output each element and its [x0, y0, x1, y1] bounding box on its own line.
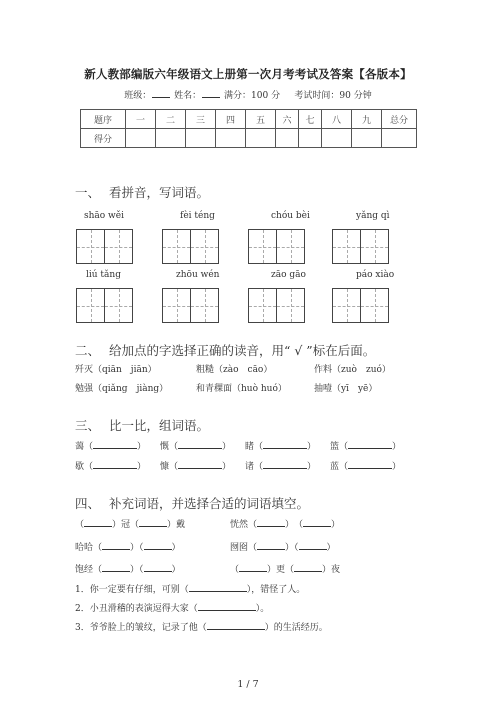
score-header-cell: 八	[322, 110, 352, 129]
score-cell[interactable]	[216, 129, 246, 148]
score-header-cell: 四	[216, 110, 246, 129]
writing-grid[interactable]	[76, 229, 133, 264]
score-cell[interactable]	[352, 129, 382, 148]
score-header-cell: 六	[276, 110, 299, 129]
pinyin-label: chóu bèi	[271, 211, 310, 221]
class-blank	[152, 89, 170, 98]
score-cell[interactable]	[276, 129, 299, 148]
score-cell[interactable]	[322, 129, 352, 148]
idiom-item: 饱经（ ）（ ）	[75, 565, 181, 575]
idiom-item: （ ）冠（ ）戴	[75, 520, 186, 530]
fill-sentence-3: 3．爷爷脸上的皱纹，记录了他（ ）的生活经历。	[75, 623, 328, 633]
writing-grid[interactable]	[332, 288, 389, 323]
answer-blank[interactable]	[257, 526, 285, 527]
compare-item: 篮（ ）	[330, 442, 402, 452]
writing-grid[interactable]	[162, 229, 219, 264]
answer-blank[interactable]	[263, 448, 307, 449]
score-header-cell: 总分	[382, 110, 417, 129]
pinyin-label: shāo wěi	[84, 211, 124, 221]
answer-blank[interactable]	[257, 549, 285, 550]
answer-blank[interactable]	[294, 571, 322, 572]
reading-choice[interactable]: 和青稞面（huò huó）	[196, 384, 287, 394]
score-cell[interactable]	[126, 129, 156, 148]
compare-item: 蔼（ ）	[75, 442, 147, 452]
answer-blank[interactable]	[303, 526, 331, 527]
section-4-heading: 四、 补充词语，并选择合适的词语填空。	[75, 496, 310, 511]
name-blank	[202, 89, 220, 98]
writing-grid[interactable]	[76, 288, 133, 323]
score-cell[interactable]	[382, 129, 417, 148]
score-header-cell: 九	[352, 110, 382, 129]
pinyin-label: liú tǎng	[86, 270, 121, 280]
score-header-cell: 一	[126, 110, 156, 129]
score-row-label: 得分	[81, 129, 126, 148]
idiom-item: 哈哈（ ）（ ）	[75, 543, 181, 553]
score-table-score-row	[81, 129, 417, 148]
section-2-heading: 二、 给加点的字选择正确的读音，用“ √ ”标在后面。	[75, 343, 376, 358]
compare-item: 慨（ ）	[160, 442, 232, 452]
idiom-item: （ ）更（ ）夜	[230, 565, 341, 575]
compare-item: 睹（ ）	[245, 442, 317, 452]
name-label: 姓名：	[174, 91, 202, 101]
compare-item: 诸（ ）	[245, 462, 317, 472]
pinyin-label: zāo gāo	[271, 270, 306, 280]
score-header-cell: 二	[156, 110, 186, 129]
score-cell[interactable]	[246, 129, 276, 148]
idiom-item: 囫囵（ ）（ ）	[230, 543, 336, 553]
answer-blank[interactable]	[102, 571, 130, 572]
page-number: 1 / 7	[237, 679, 259, 690]
fill-sentence-2: 2．小丑滑稽的表演逗得大家（ ）。	[75, 604, 270, 614]
exam-info	[0, 88, 496, 101]
score-cell[interactable]	[186, 129, 216, 148]
score-table	[80, 109, 417, 148]
pinyin-label: fèi téng	[180, 211, 215, 221]
reading-choice[interactable]: 勉强（qiǎng jiàng）	[75, 384, 169, 394]
writing-grid[interactable]	[248, 229, 305, 264]
score-cell[interactable]	[156, 129, 186, 148]
answer-blank[interactable]	[102, 549, 130, 550]
time-label: 考试时间：90 分钟	[294, 91, 372, 101]
answer-blank[interactable]	[178, 448, 222, 449]
answer-blank[interactable]	[348, 468, 392, 469]
idiom-item: 恍然（ ） （ ）	[230, 520, 341, 530]
section-3-heading: 三、 比一比，组词语。	[75, 418, 210, 433]
answer-blank[interactable]	[84, 526, 112, 527]
pinyin-label: yǎng qì	[356, 211, 390, 221]
score-header-cell: 题序	[81, 110, 126, 129]
reading-choice[interactable]: 作料（zuò zuó）	[314, 365, 391, 375]
answer-blank[interactable]	[299, 549, 327, 550]
fill-sentence-1: 1．你一定要有仔细，可别（ ），错怪了人。	[75, 585, 306, 595]
answer-blank[interactable]	[144, 549, 172, 550]
writing-grid[interactable]	[332, 229, 389, 264]
score-header-cell: 七	[299, 110, 322, 129]
compare-item: 慷（ ）	[160, 462, 232, 472]
pinyin-label: zhōu wén	[176, 270, 220, 280]
document-title: 新人教部编版六年级语文上册第一次月考考试及答案【各版本】	[84, 67, 412, 81]
answer-blank[interactable]	[139, 526, 167, 527]
compare-item: 歇（ ）	[75, 462, 147, 472]
answer-blank[interactable]	[93, 448, 137, 449]
answer-blank[interactable]	[239, 571, 267, 572]
answer-blank[interactable]	[144, 571, 172, 572]
score-header-cell: 五	[246, 110, 276, 129]
answer-blank[interactable]	[178, 468, 222, 469]
writing-grid[interactable]	[248, 288, 305, 323]
reading-choice[interactable]: 歼灭（qiān jiān）	[75, 365, 157, 375]
reading-choice[interactable]: 抽噎（yī yē）	[314, 384, 378, 394]
answer-blank[interactable]	[189, 591, 247, 592]
pinyin-label: páo xiào	[356, 270, 395, 280]
score-cell[interactable]	[299, 129, 322, 148]
reading-choice[interactable]: 粗糙（zào cāo）	[196, 365, 273, 375]
section-1-heading: 一、 看拼音，写词语。	[75, 185, 210, 200]
score-header-cell: 三	[186, 110, 216, 129]
class-label: 班级：	[124, 91, 152, 101]
compare-item: 蓝（ ）	[330, 462, 402, 472]
score-table-header-row	[81, 110, 417, 129]
answer-blank[interactable]	[348, 448, 392, 449]
answer-blank[interactable]	[207, 629, 265, 630]
answer-blank[interactable]	[93, 468, 137, 469]
answer-blank[interactable]	[198, 610, 256, 611]
score-label: 满分：100 分	[224, 91, 281, 101]
writing-grid[interactable]	[162, 288, 219, 323]
answer-blank[interactable]	[263, 468, 307, 469]
